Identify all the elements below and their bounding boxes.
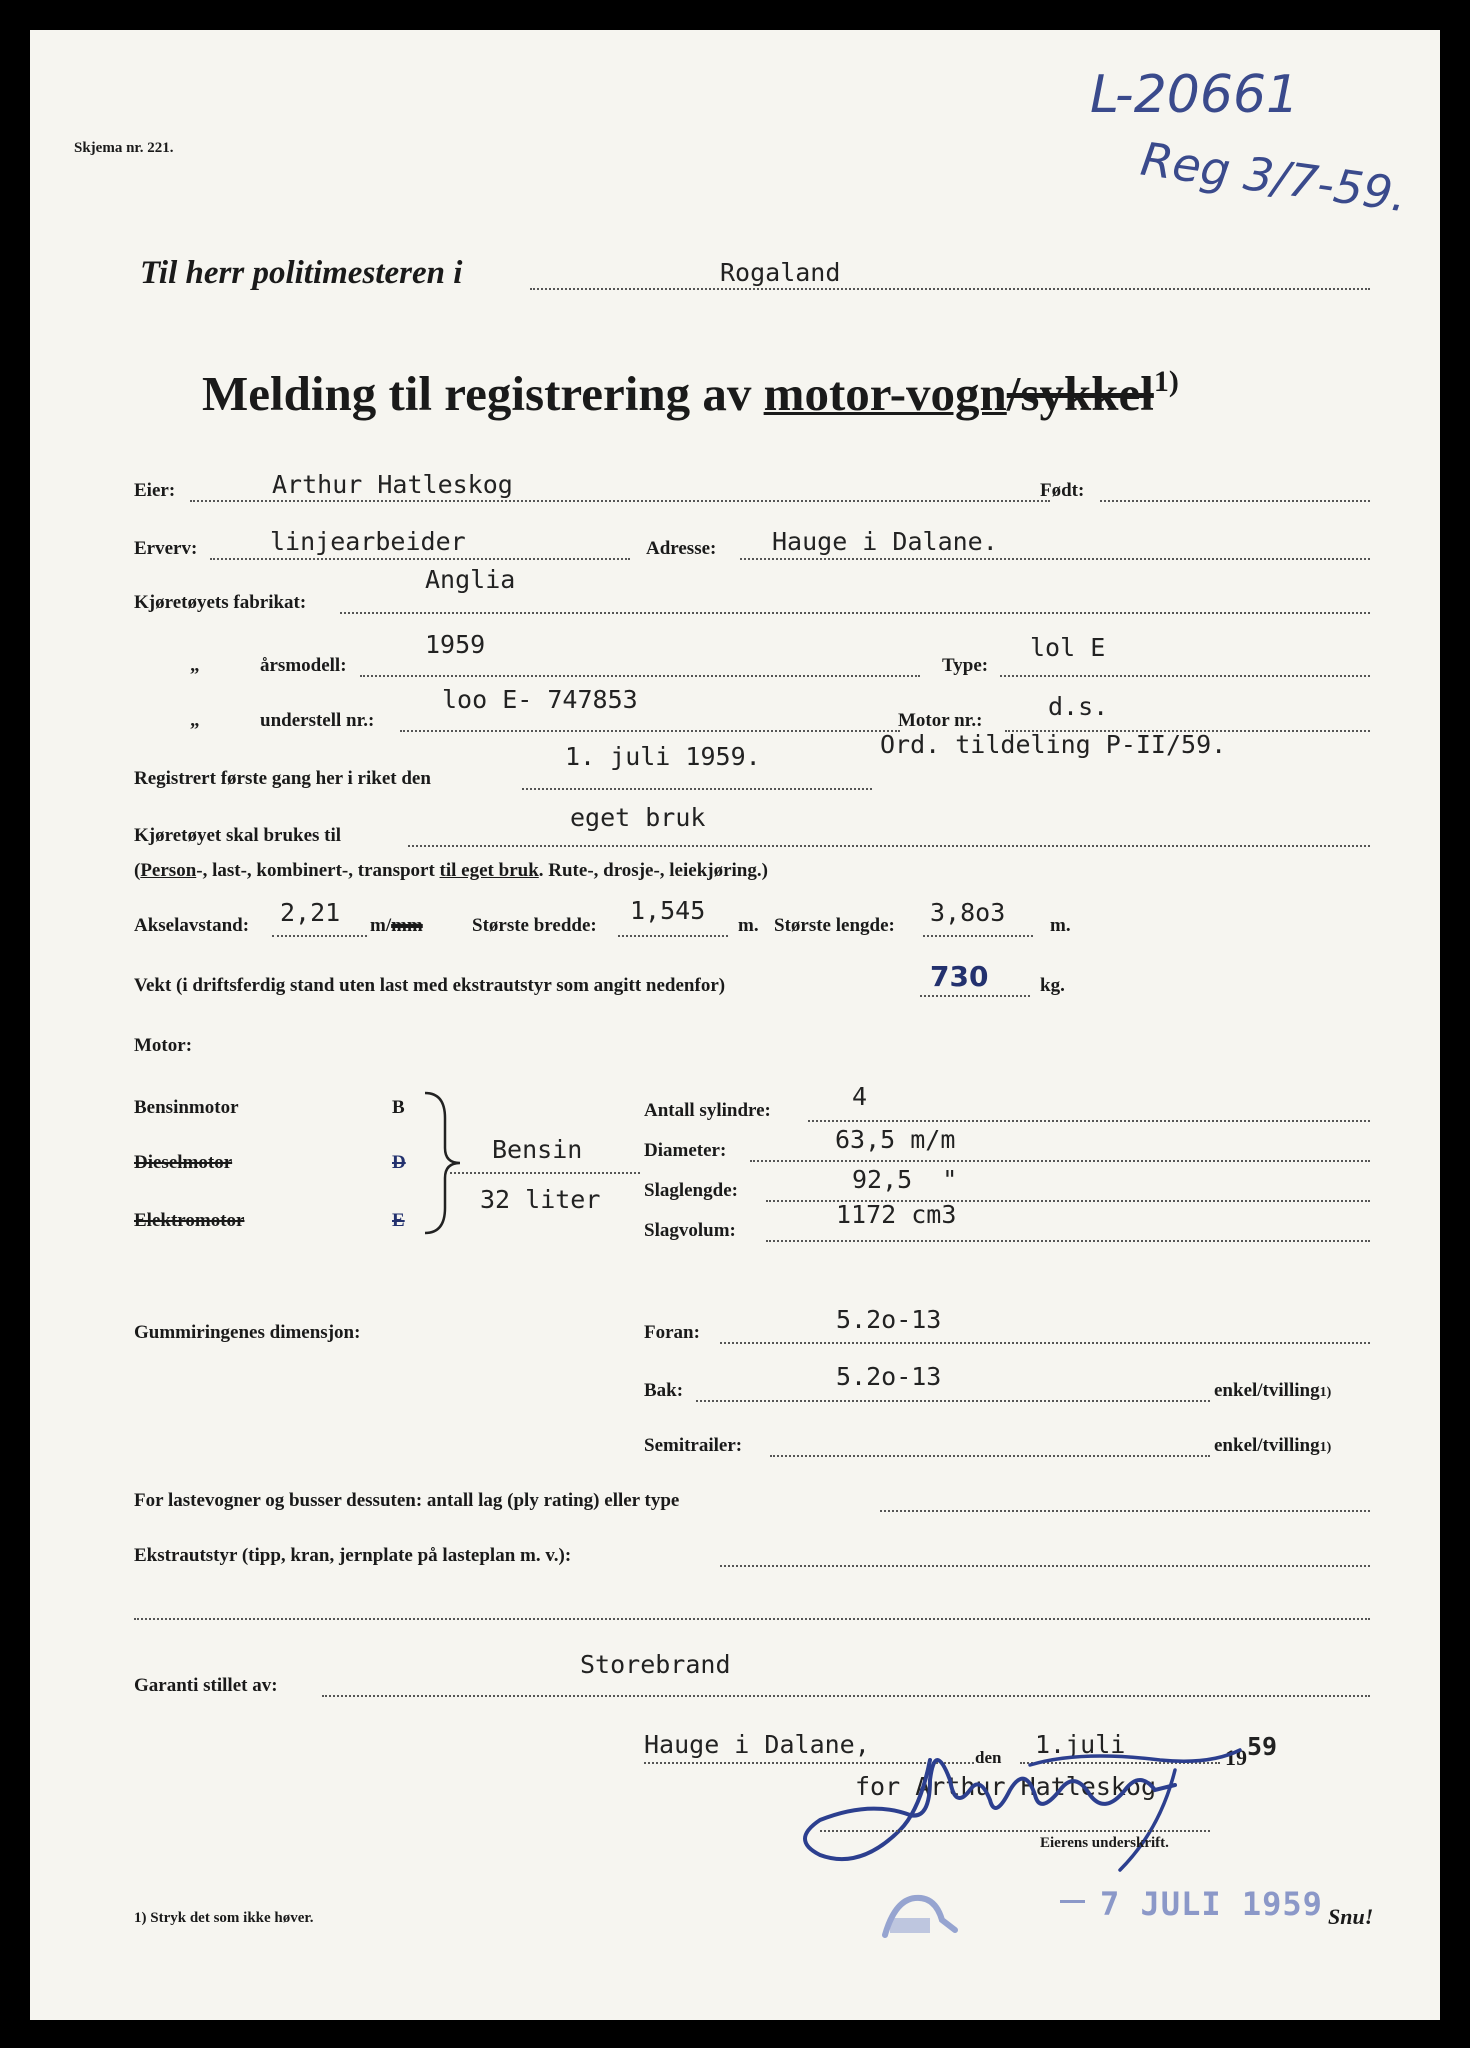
electric-motor-label: Elektromotor (134, 1210, 245, 1231)
cylinders-value: 4 (852, 1082, 868, 1111)
make-label: Kjøretøyets fabrikat: (134, 592, 307, 613)
page-title: Melding til registrering av motor-vogn/sykkel$^{1)}$ (202, 365, 1179, 421)
signature-for-line: for Arthur Hatleskog (855, 1772, 1157, 1801)
motor-label: Motor: (134, 1035, 193, 1056)
model-year-value: 1959 (425, 630, 486, 659)
signature-date: 1.juli (1035, 1730, 1126, 1759)
stroke-label: Slaglengde: (644, 1180, 738, 1201)
type-value: lol E (1030, 633, 1106, 662)
axle-label: Akselavstand: (134, 915, 250, 936)
first-registration-label: Registrert første gang her i riket den (134, 768, 431, 789)
signature-place: Hauge i Dalane, (644, 1730, 870, 1759)
signature-den: den (975, 1748, 1002, 1767)
axle-value: 2,21 (280, 898, 341, 927)
stroke-value: 92,5 " (852, 1165, 958, 1194)
addressee-label: Til herr politimesteren i (140, 255, 463, 291)
displacement-label: Slagvolum: (644, 1220, 736, 1241)
occupation-value: linjearbeider (270, 527, 466, 556)
usage-value: eget bruk (570, 803, 706, 832)
ditto-mark: „ (190, 655, 200, 676)
weight-value: 730 (930, 960, 989, 993)
owner-signature-icon (780, 1720, 1260, 1880)
make-value: Anglia (425, 565, 516, 594)
handwritten-registration-note: Reg 3/7-59. (1137, 131, 1411, 223)
type-label: Type: (942, 655, 989, 676)
front-tyre-label: Foran: (644, 1322, 700, 1343)
allocation-note: Ord. tildeling P-II/59. (880, 730, 1227, 759)
rear-single-twin: enkel/tvilling1) (1214, 1380, 1332, 1401)
width-value: 1,545 (630, 896, 706, 925)
form-number: Skjema nr. 221. (74, 140, 174, 156)
address-value: Hauge i Dalane. (772, 527, 998, 556)
semitrailer-label: Semitrailer: (644, 1435, 743, 1456)
signature-year: 1959 (1225, 1732, 1278, 1770)
diesel-motor-code: D (392, 1152, 406, 1173)
footnote: 1) Stryk det som ikke høver. (134, 1910, 314, 1926)
guarantee-label: Garanti stillet av: (134, 1675, 278, 1696)
addressee-value: Rogaland (720, 258, 841, 287)
guarantee-value: Storebrand (580, 1650, 731, 1679)
bore-label: Diameter: (644, 1140, 727, 1161)
model-year-label: årsmodell: (260, 655, 347, 676)
engine-number-label: Motor nr.: (898, 710, 983, 731)
semi-single-twin: enkel/tvilling1) (1214, 1435, 1332, 1456)
petrol-motor-label: Bensinmotor (134, 1097, 239, 1118)
cylinders-label: Antall sylindre: (644, 1100, 771, 1121)
handwritten-reference: L-20661 (1090, 65, 1300, 125)
owner-value: Arthur Hatleskog (272, 470, 513, 499)
weight-label: Vekt (i driftsferdig stand uten last med ekstrautstyr som angitt nedenfor) (134, 975, 726, 996)
front-tyre-value: 5.2o-13 (836, 1305, 942, 1334)
electric-motor-code: E (392, 1210, 405, 1231)
fuel-note-1: Bensin (492, 1135, 583, 1164)
displacement-value: 1172 cm3 (836, 1200, 957, 1229)
turn-over-note: Snu! (1328, 1904, 1374, 1929)
chassis-label: understell nr.: (260, 710, 375, 731)
diesel-motor-label: Dieselmotor (134, 1152, 233, 1173)
motor-type-brace-icon (420, 1088, 470, 1238)
chassis-value: loo E- 747853 (442, 685, 638, 714)
owner-signature-label: Eierens underskrift. (1040, 1835, 1169, 1851)
length-value: 3,8o3 (930, 898, 1006, 927)
petrol-motor-code: B (392, 1097, 405, 1118)
bore-value: 63,5 m/m (835, 1125, 956, 1154)
tyres-label: Gummiringenes dimensjon: (134, 1322, 361, 1343)
rear-tyre-label: Bak: (644, 1380, 684, 1401)
born-label: Født: (1040, 480, 1085, 501)
length-label: Største lengde: (774, 915, 895, 936)
usage-label: Kjøretøyet skal brukes til (134, 825, 342, 846)
first-registration-value: 1. juli 1959. (565, 742, 761, 771)
fuel-note-2: 32 liter (480, 1185, 601, 1214)
width-unit: m. (738, 915, 759, 936)
address-label: Adresse: (646, 538, 717, 559)
width-label: Største bredde: (472, 915, 597, 936)
engine-number-value: d.s. (1048, 692, 1109, 721)
rear-tyre-value: 5.2o-13 (836, 1362, 942, 1391)
stamp-dash (1060, 1900, 1085, 1903)
form-page (30, 30, 1440, 2020)
received-stamp: 7 JULI 1959 (1100, 1885, 1323, 1923)
length-unit: m. (1050, 915, 1071, 936)
axle-unit: m/mm (370, 915, 423, 936)
weight-unit: kg. (1040, 975, 1065, 996)
usage-options: (Person-, last-, kombinert-, transport til eget bruk. Rute-, drosje-, leiekjøring.) (134, 860, 768, 881)
extras-label: Ekstrautstyr (tipp, kran, jernplate på lasteplan m. v.): (134, 1545, 572, 1566)
stamp-mark-icon (880, 1890, 960, 1940)
owner-label: Eier: (134, 480, 176, 501)
ditto-mark-2: „ (190, 710, 200, 731)
trucks-label: For lastevogner og busser dessuten: antall lag (ply rating) eller type (134, 1490, 680, 1511)
occupation-label: Erverv: (134, 538, 198, 559)
